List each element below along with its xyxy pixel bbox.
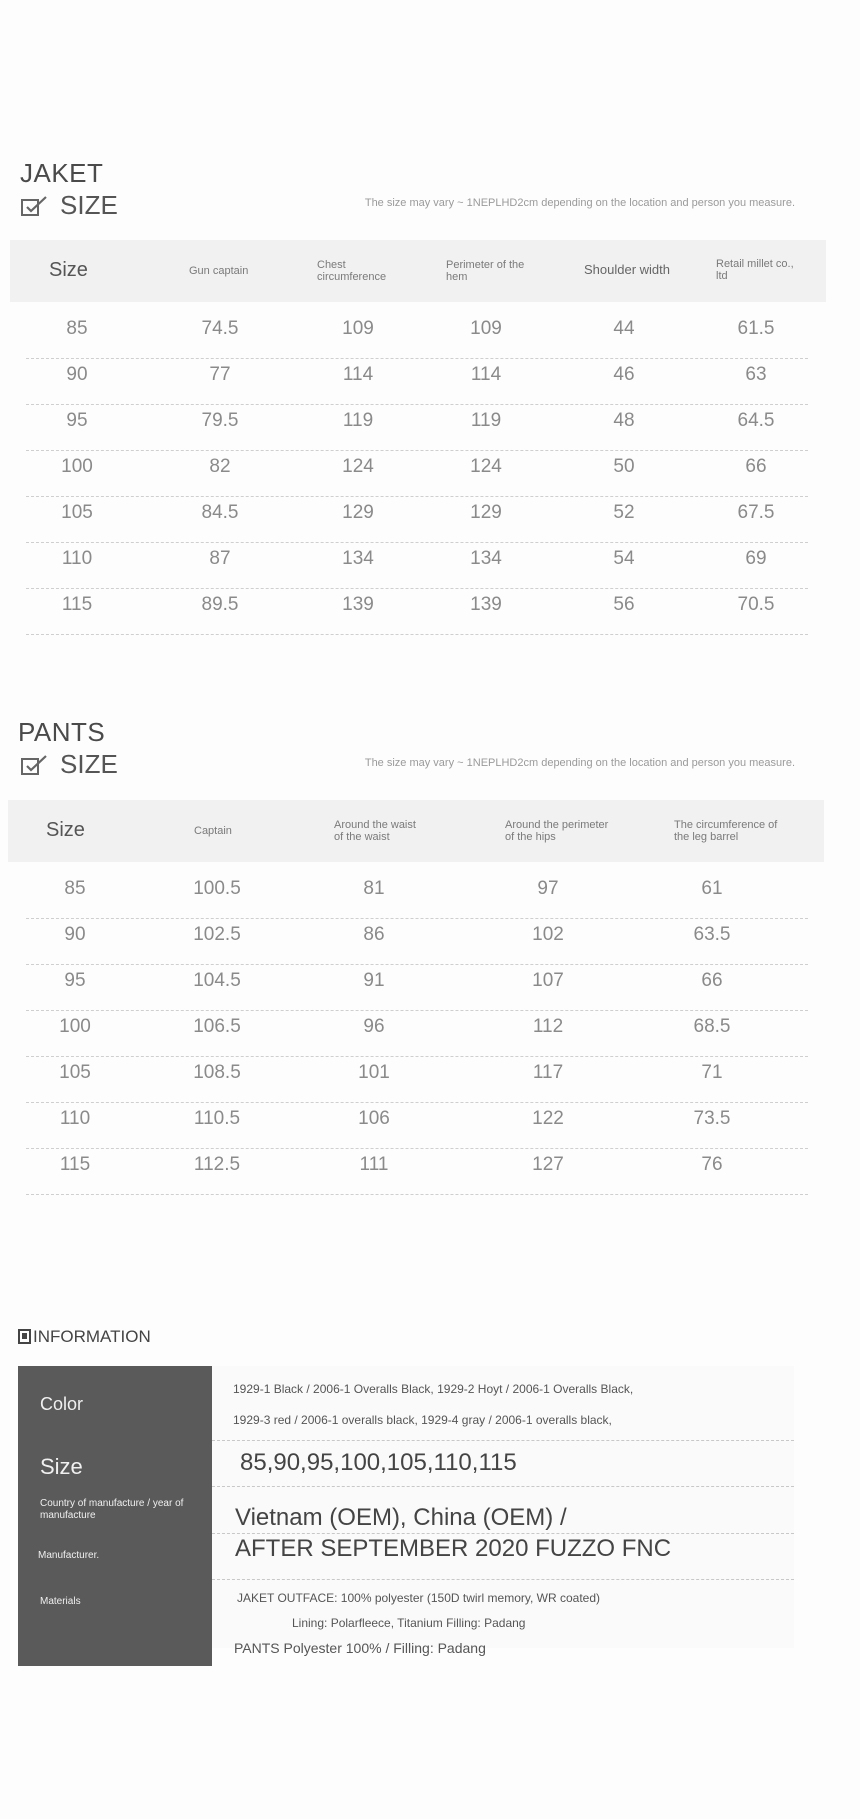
checkbox-check-icon [20,194,50,218]
jacket-table-cell: 54 [613,548,635,569]
jacket-note: The size may vary ~ 1NEPLHD2cm depending on the location and person you measure. [364,197,795,209]
jacket-col-hem: Perimeter of the hem [446,259,525,283]
info-manufacturer-value: AFTER SEPTEMBER 2020 FUZZO FNC [235,1535,672,1562]
jacket-table-cell: 66 [745,456,767,477]
info-materials-line3: PANTS Polyester 100% / Filling: Padang [234,1640,486,1656]
pants-table-cell: 97 [537,878,559,899]
jacket-size-heading [20,190,118,221]
jacket-table-cell: 87 [209,548,231,569]
pants-table-cell: 112.5 [193,1154,241,1175]
jacket-table-header [10,240,826,302]
pants-table-cell: 115 [59,1154,91,1175]
jacket-table-cell: 90 [66,364,88,385]
jacket-table-cell: 114 [470,364,502,385]
pants-table-cell: 96 [363,1016,385,1037]
jacket-table-cell: 109 [342,318,374,339]
pants-table-cell: 76 [701,1154,723,1175]
jacket-table-cell: 124 [342,456,374,477]
jacket-table-cell: 100 [61,456,93,477]
jacket-table-cell: 84.5 [201,502,239,523]
jacket-table-cell: 79.5 [201,410,239,431]
pants-table-cell: 66 [701,970,723,991]
jacket-table-cell: 74.5 [201,318,239,339]
jacket-table-row [26,358,808,405]
info-country-value: Vietnam (OEM), China (OEM) / [235,1504,567,1531]
jacket-table-row [26,496,808,543]
pants-table-cell: 100.5 [193,878,241,899]
jacket-table-cell: 89.5 [201,594,239,615]
pants-table-cell: 101 [358,1062,390,1083]
pants-table-cell: 68.5 [693,1016,731,1037]
pants-table-cell: 90 [64,924,86,945]
pants-table-cell: 71 [701,1062,723,1083]
info-color-line1: 1929-1 Black / 2006-1 Overalls Black, 1929-2 Hoyt / 2006-1 Overalls Black, [233,1382,634,1396]
pants-table-cell: 104.5 [193,970,241,991]
jacket-table-cell: 129 [342,502,374,523]
jacket-table-cell: 124 [470,456,502,477]
jacket-table-cell: 46 [613,364,635,385]
jacket-table-cell: 110 [61,548,93,569]
jacket-table-cell: 44 [613,318,635,339]
jacket-size-label: SIZE [60,190,118,220]
jacket-table-cell: 77 [209,364,231,385]
jacket-table-cell: 52 [613,502,635,523]
info-materials-line2: Lining: Polarfleece, Titanium Filling: Padang [292,1616,526,1630]
pants-table-header [8,800,824,862]
jacket-col-shoulder: Shoulder width [584,262,670,277]
pants-table-row [26,1056,808,1103]
info-label-manufacturer: Manufacturer. [38,1550,100,1561]
jacket-table-cell: 61.5 [737,318,775,339]
info-materials-line1: JAKET OUTFACE: 100% polyester (150D twirl memory, WR coated) [237,1591,600,1605]
square-bullet-icon [18,1329,32,1345]
pants-table-cell: 100 [59,1016,91,1037]
jacket-table-cell: 63 [745,364,767,385]
pants-note: The size may vary ~ 1NEPLHD2cm depending on the location and person you measure. [364,757,795,769]
jacket-table-cell: 119 [470,410,502,431]
pants-table-cell: 86 [363,924,385,945]
pants-table-cell: 81 [363,878,385,899]
jacket-table-cell: 129 [470,502,502,523]
jacket-title: JAKET [20,158,104,188]
info-label-materials: Materials [40,1596,81,1607]
pants-col-waist: Around the waist of the waist [334,819,416,843]
pants-size-label: SIZE [60,749,118,779]
jacket-table-row [26,588,808,635]
info-color-line2: 1929-3 red / 2006-1 overalls black, 1929-4 gray / 2006-1 overalls black, [233,1413,612,1427]
jacket-table-cell: 119 [342,410,374,431]
pants-table-cell: 111 [359,1154,389,1175]
jacket-table-cell: 50 [613,456,635,477]
info-divider [212,1440,794,1441]
jacket-col-size: Size [49,259,88,281]
info-label-column [18,1366,212,1666]
pants-table-cell: 91 [363,970,385,991]
pants-table-row [26,1148,808,1195]
jacket-table-row [26,312,808,359]
pants-col-size: Size [46,819,85,841]
jacket-table-cell: 64.5 [737,410,775,431]
info-size-value: 85,90,95,100,105,110,115 [240,1449,517,1476]
pants-table-cell: 102.5 [193,924,241,945]
pants-table-cell: 106 [358,1108,390,1129]
pants-col-leg: The circumference of the leg barrel [674,819,778,843]
pants-title: PANTS [18,717,106,747]
pants-table-cell: 102 [532,924,564,945]
jacket-table-row [26,404,808,451]
jacket-table-cell: 134 [342,548,374,569]
info-divider [212,1486,794,1487]
jacket-table-cell: 115 [61,594,93,615]
jacket-table-cell: 85 [66,318,88,339]
pants-col-length: Captain [194,825,232,837]
pants-table-cell: 110.5 [193,1108,241,1129]
pants-table-cell: 117 [532,1062,564,1083]
jacket-col-sleeve: Retail millet co., ltd [716,258,794,282]
jacket-col-chest: Chest circumference [317,259,387,283]
pants-col-hips: Around the perimeter of the hips [505,819,609,843]
pants-table-cell: 127 [532,1154,564,1175]
pants-table-row [26,872,808,919]
jacket-table-cell: 139 [342,594,374,615]
jacket-table-cell: 56 [613,594,635,615]
pants-table-cell: 108.5 [193,1062,241,1083]
pants-table-cell: 85 [64,878,86,899]
pants-table-cell: 105 [59,1062,91,1083]
pants-table-cell: 95 [64,970,86,991]
pants-table-cell: 106.5 [193,1016,241,1037]
pants-table-cell: 61 [701,878,723,899]
jacket-table-row [26,450,808,497]
jacket-table-cell: 70.5 [737,594,775,615]
jacket-col-length: Gun captain [189,265,249,277]
checkbox-check-icon [20,753,50,777]
jacket-table-cell: 95 [66,410,88,431]
pants-table-cell: 73.5 [693,1108,731,1129]
info-divider [212,1533,794,1534]
jacket-table-cell: 105 [61,502,93,523]
pants-table-row [26,1102,808,1149]
info-title: INFORMATION [33,1327,151,1346]
jacket-table-cell: 48 [613,410,635,431]
info-divider [212,1579,794,1580]
jacket-table-row [26,542,808,589]
info-label-size: Size [40,1454,83,1479]
pants-table-cell: 107 [532,970,564,991]
pants-table-row [26,1010,808,1057]
jacket-table-cell: 134 [470,548,502,569]
pants-table-cell: 63.5 [693,924,731,945]
jacket-table-cell: 109 [470,318,502,339]
jacket-table-cell: 82 [209,456,231,477]
info-heading [18,1327,151,1347]
pants-table-row [26,964,808,1011]
jacket-table-cell: 67.5 [737,502,775,523]
pants-table-cell: 110 [59,1108,91,1129]
info-label-color: Color [40,1394,84,1414]
pants-table-cell: 122 [532,1108,564,1129]
jacket-table-cell: 114 [342,364,374,385]
jacket-table-cell: 139 [470,594,502,615]
pants-size-heading [20,749,118,780]
jacket-table-cell: 69 [745,548,767,569]
info-label-country: Country of manufacture / year of manufacture [40,1498,184,1521]
pants-table-cell: 112 [532,1016,564,1037]
pants-table-row [26,918,808,965]
